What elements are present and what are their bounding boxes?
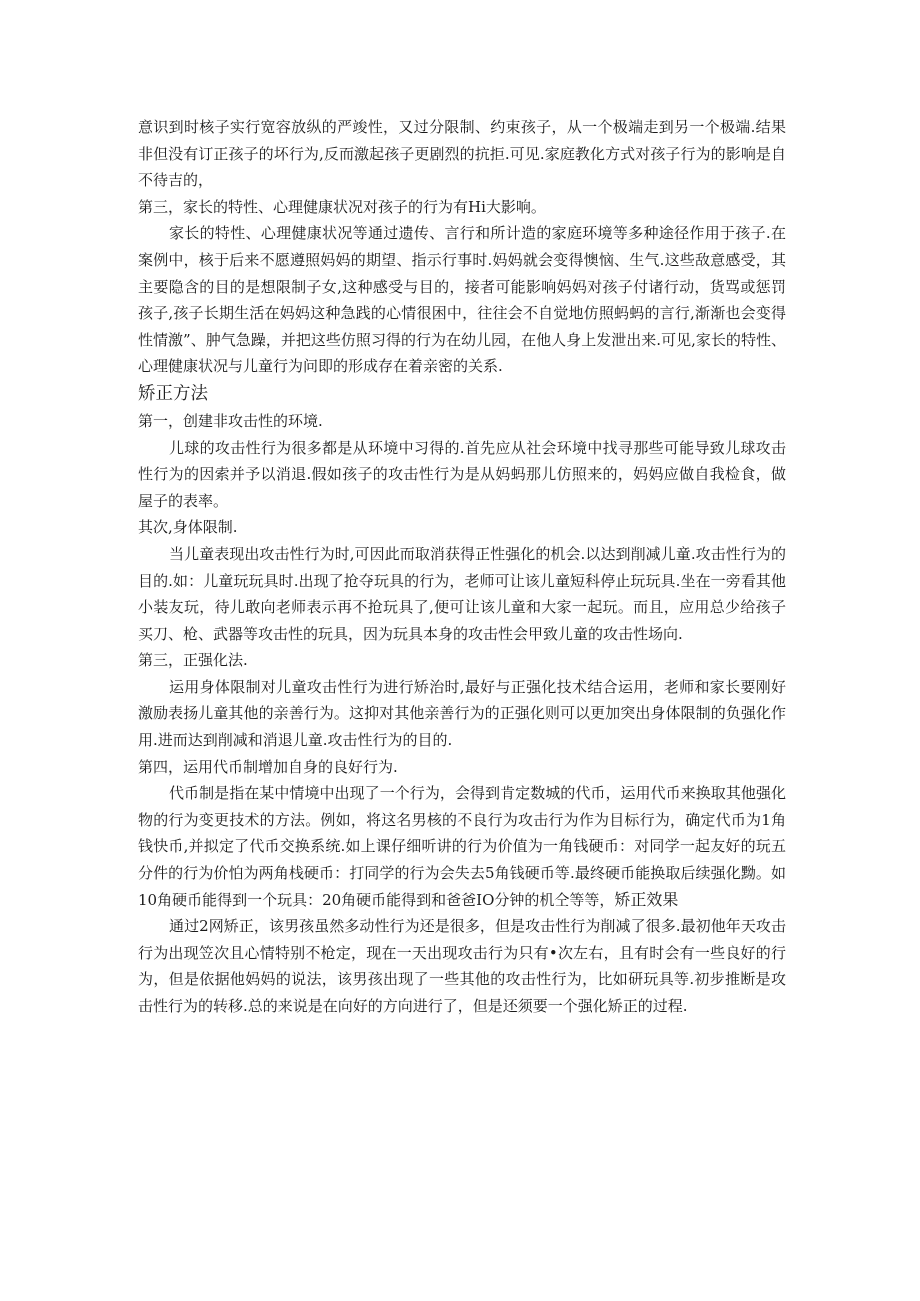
paragraph-method-two-body: 当儿童表现出攻击性行为时,可因此而取消获得正性强化的机会.以达到削减儿童.攻击性行为的目的.如：儿童玩玩具时.出现了抢夺玩具的行为，老师可让该儿童短科停止玩玩具.坐在一旁看其他小装友玩，待儿敢向老师表示再不抢玩具了,便可让该儿童和大家一起玩。而且，应用总少给孩子买刀、枪、武器等攻击性的玩具，因为玩具本身的攻击性会甲致儿童的攻击性场向. [138, 544, 786, 643]
paragraph-method-one-title: 第一，创建非攻击性的环境. [138, 411, 323, 430]
paragraph-point-three-title: 第三，家长的特性、心理健康状况对孩子的行为有Hi大影响。 [138, 197, 546, 216]
paragraph-method-one-body: 儿球的攻击性行为很多都是从环境中习得的.首先应从社会环境中找寻那些可能导致儿球攻击性行为的因索并予以消退.假如孩子的攻击性行为是从妈蚂那儿仿照来的，妈妈应做自我检食，做屋子的表率。 [138, 438, 786, 510]
paragraph-method-four-title: 第四，运用代币制增加自身的良好行为. [138, 757, 398, 776]
document-body [138, 114, 786, 1020]
paragraph-correction-effect-body: 通过2网矫正，该男孩虽然多动性行为还是很多，但是攻击性行为削减了很多.最初他年天攻击行为出现笠次且心情特别不枪定，现在一天出现攻击行为只有•次左右，且有时会有一些良好的行为，但是依据他妈妈的说法，该男孩出现了一些其他的攻击性行为，比如研玩具等.初步推断是攻击性行为的转移.总的来说是在向好的方向进行了，但是还须要一个强化矫正的过程. [138, 917, 786, 1015]
section-heading-correction-methods: 矫正方法 [138, 383, 208, 404]
paragraph-method-three-title: 第三，正强化法. [138, 651, 248, 670]
paragraph-method-two-title: 其次,身体限制. [138, 518, 238, 537]
paragraph-method-three-body: 运用身体限制对儿童攻击性行为进行矫治时,最好与正强化技术结合运用，老师和家长要刚好激励表扬儿童其他的亲善行为。这抑对其他亲善行为的正强化则可以更加突出身体限制的负强化作用.进而达到削减和消退儿童.攻击性行为的目的. [138, 677, 786, 750]
paragraph-parent-traits: 家长的特性、心理健康状况等通过遗传、言行和所计造的家庭环境等多种途径作用于孩子.在案例中，核于后来不愿遵照妈妈的期望、指示行事时.妈妈就会变得懊恼、生气.这些敌意感受，其主要隐含的目的是想限制子女,这种感受与目的，接者可能影响妈妈对孩子付诸行动，货骂或惩罚孩子,孩子长期生活在妈妈这种急践的心情很困中，往往会不自觉地仿照蚂蚂的言行,渐渐也会变得性情激”、肿气急躁，并把这些仿照习得的行为在幼儿园，在他人身上发泄出来.可见,家长的特性、心理健康状况与儿童行为问即的形成存在着亲密的关系. [138, 224, 786, 376]
paragraph-intro: 意识到时核子实行宽容放纵的严竣性，又过分限制、约束孩子，从一个极端走到另一个极端.结果非但没有订正孩子的坏行为,反而激起孩子更剧烈的抗拒.可见.家庭教化方式对孩子行为的影响是自不待吉的， [138, 118, 786, 190]
section-heading-correction-effect: 矫正效果 [614, 889, 679, 909]
token-economy-text: 代币制是指在某中情境中出现了一个行为，会得到肯定数城的代币，运用代币来换取其他强化物的行为变更技术的方法。例如，将这名男核的不良行为攻击行为作为目标行为，确定代币为1角钱快币,并拟定了代币交换系统.如上课仔细听讲的行为价值为一角钱硬币：对同学一起友好的玩五分件的行为价怕为两角栈硬币：打同学的行为会失去5角钱硬币等.最终硬币能换取后续强化黝。如10角硬币能得到一个玩具：20角硬币能得到和爸爸IO分钟的机仝等等， [138, 784, 786, 909]
paragraph-method-four-body [138, 780, 786, 913]
